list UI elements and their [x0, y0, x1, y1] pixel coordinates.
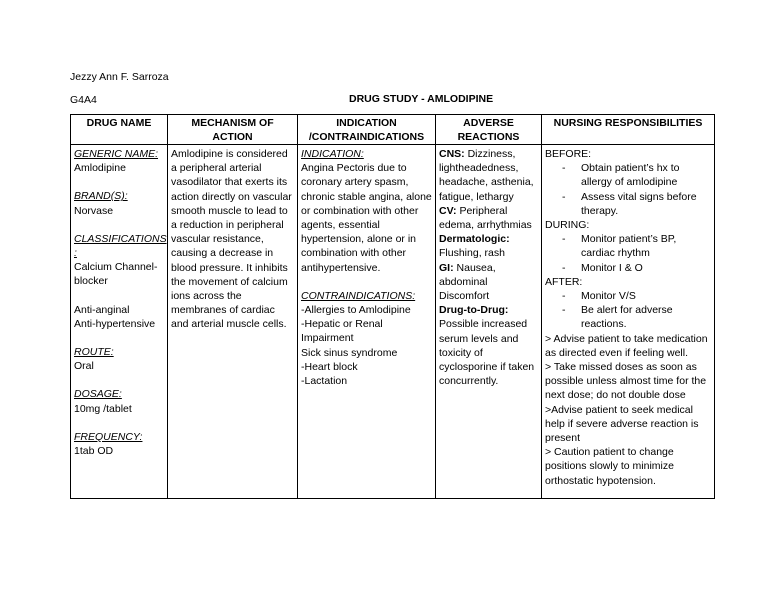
list-item: GI: Nausea, abdominal Discomfort [439, 261, 496, 303]
classification-value: Anti-anginal [74, 303, 130, 316]
drug-study-table [70, 114, 715, 499]
column-header-mechanism: MECHANISM OF ACTION [168, 115, 298, 145]
before-label: BEFORE: [545, 148, 592, 160]
list-item: > Take missed doses as soon as possible unless almost time for the next dose; do not double dose [545, 361, 707, 402]
brand-label: BRAND(S): [74, 190, 128, 203]
mechanism-text: Amlodipine is considered a peripheral arterial vasodilator that exerts its action directly on vascular smooth muscle to lead to a reduction in peripheral vascular resistance, causing a decrease in blood pressure. It inhibits the movement of calcium ions across the membranes of cardiac and arterial muscle cells. [171, 148, 292, 331]
route-label: ROUTE: [74, 346, 114, 359]
frequency-value: 1tab OD [74, 445, 114, 458]
list-item: Sick sinus syndrome [301, 346, 398, 359]
drug-name-cell [71, 145, 168, 499]
list-item: CV: Peripheral edema, arrhythmias [439, 204, 532, 232]
classifications-label: CLASSIFICATIONS : [74, 232, 167, 260]
classification-value: Anti-hypertensive [74, 317, 156, 330]
list-item: >Advise patient to seek medical help if severe adverse reaction is present [545, 403, 699, 445]
column-header-drug-name: DRUG NAME [71, 115, 168, 145]
table-header-row [71, 115, 715, 145]
frequency-label: FREQUENCY: [74, 430, 143, 443]
section-code: G4A4 [70, 94, 97, 106]
mechanism-cell [168, 145, 298, 499]
column-header-adverse-reactions: ADVERSE REACTIONS [436, 115, 542, 145]
generic-name-value: Amlodipine [74, 162, 126, 175]
after-label: AFTER: [545, 275, 583, 288]
during-label: DURING: [545, 219, 590, 232]
contraindications-label: CONTRAINDICATIONS: [301, 289, 416, 302]
list-item: - Assess vital signs before therapy. [545, 190, 711, 218]
list-item: - Obtain patient’s hx to allergy of amlodipine [545, 161, 711, 189]
dosage-label: DOSAGE: [74, 388, 122, 401]
list-item: -Heart block [301, 360, 358, 373]
indication-cell [298, 145, 436, 499]
brand-value: Norvase [74, 204, 114, 217]
list-item: - Be alert for adverse reactions. [545, 303, 711, 331]
list-item: -Allergies to Amlodipine [301, 304, 411, 317]
list-item: - Monitor I & O [545, 261, 711, 275]
indication-label: INDICATION: [301, 148, 364, 160]
list-item: - Monitor V/S [545, 289, 711, 303]
author-name: Jezzy Ann F. Sarroza [70, 71, 169, 83]
route-value: Oral [74, 360, 94, 373]
list-item: Drug-to-Drug: Possible increased serum levels and toxicity of cyclosporine if taken concurrently. [439, 304, 535, 388]
column-header-nursing: NURSING RESPONSIBILITIES [542, 115, 715, 145]
list-item: -Lactation [301, 375, 348, 388]
list-item: > Caution patient to change positions slowly to minimize orthostatic hypotension. [545, 446, 674, 487]
indication-text: Angina Pectoris due to coronary artery spasm, chronic stable angina, alone or combination with other agents, essential hypertension, alone or in combination with other antihypertensive. [301, 162, 432, 274]
adverse-reactions-cell [436, 145, 542, 499]
list-item: -Hepatic or Renal Impairment [301, 318, 383, 345]
table-row [71, 145, 715, 499]
list-item: > Advise patient to take medication as directed even if feeling well. [545, 332, 708, 359]
list-item: - Monitor patient’s BP, cardiac rhythm [545, 232, 711, 260]
document-title: DRUG STUDY - AMLODIPINE [349, 93, 494, 105]
list-item: CNS: Dizziness, lightheadedness, headache, asthenia, fatigue, lethargy [439, 148, 534, 203]
list-item: Dermatologic: Flushing, rash [439, 233, 510, 260]
nursing-cell [542, 145, 715, 499]
generic-name-label: GENERIC NAME: [74, 148, 159, 160]
classification-value: Calcium Channel-blocker [74, 261, 158, 288]
dosage-value: 10mg /tablet [74, 402, 132, 415]
column-header-indication: INDICATION /CONTRAINDICATIONS [298, 115, 436, 145]
